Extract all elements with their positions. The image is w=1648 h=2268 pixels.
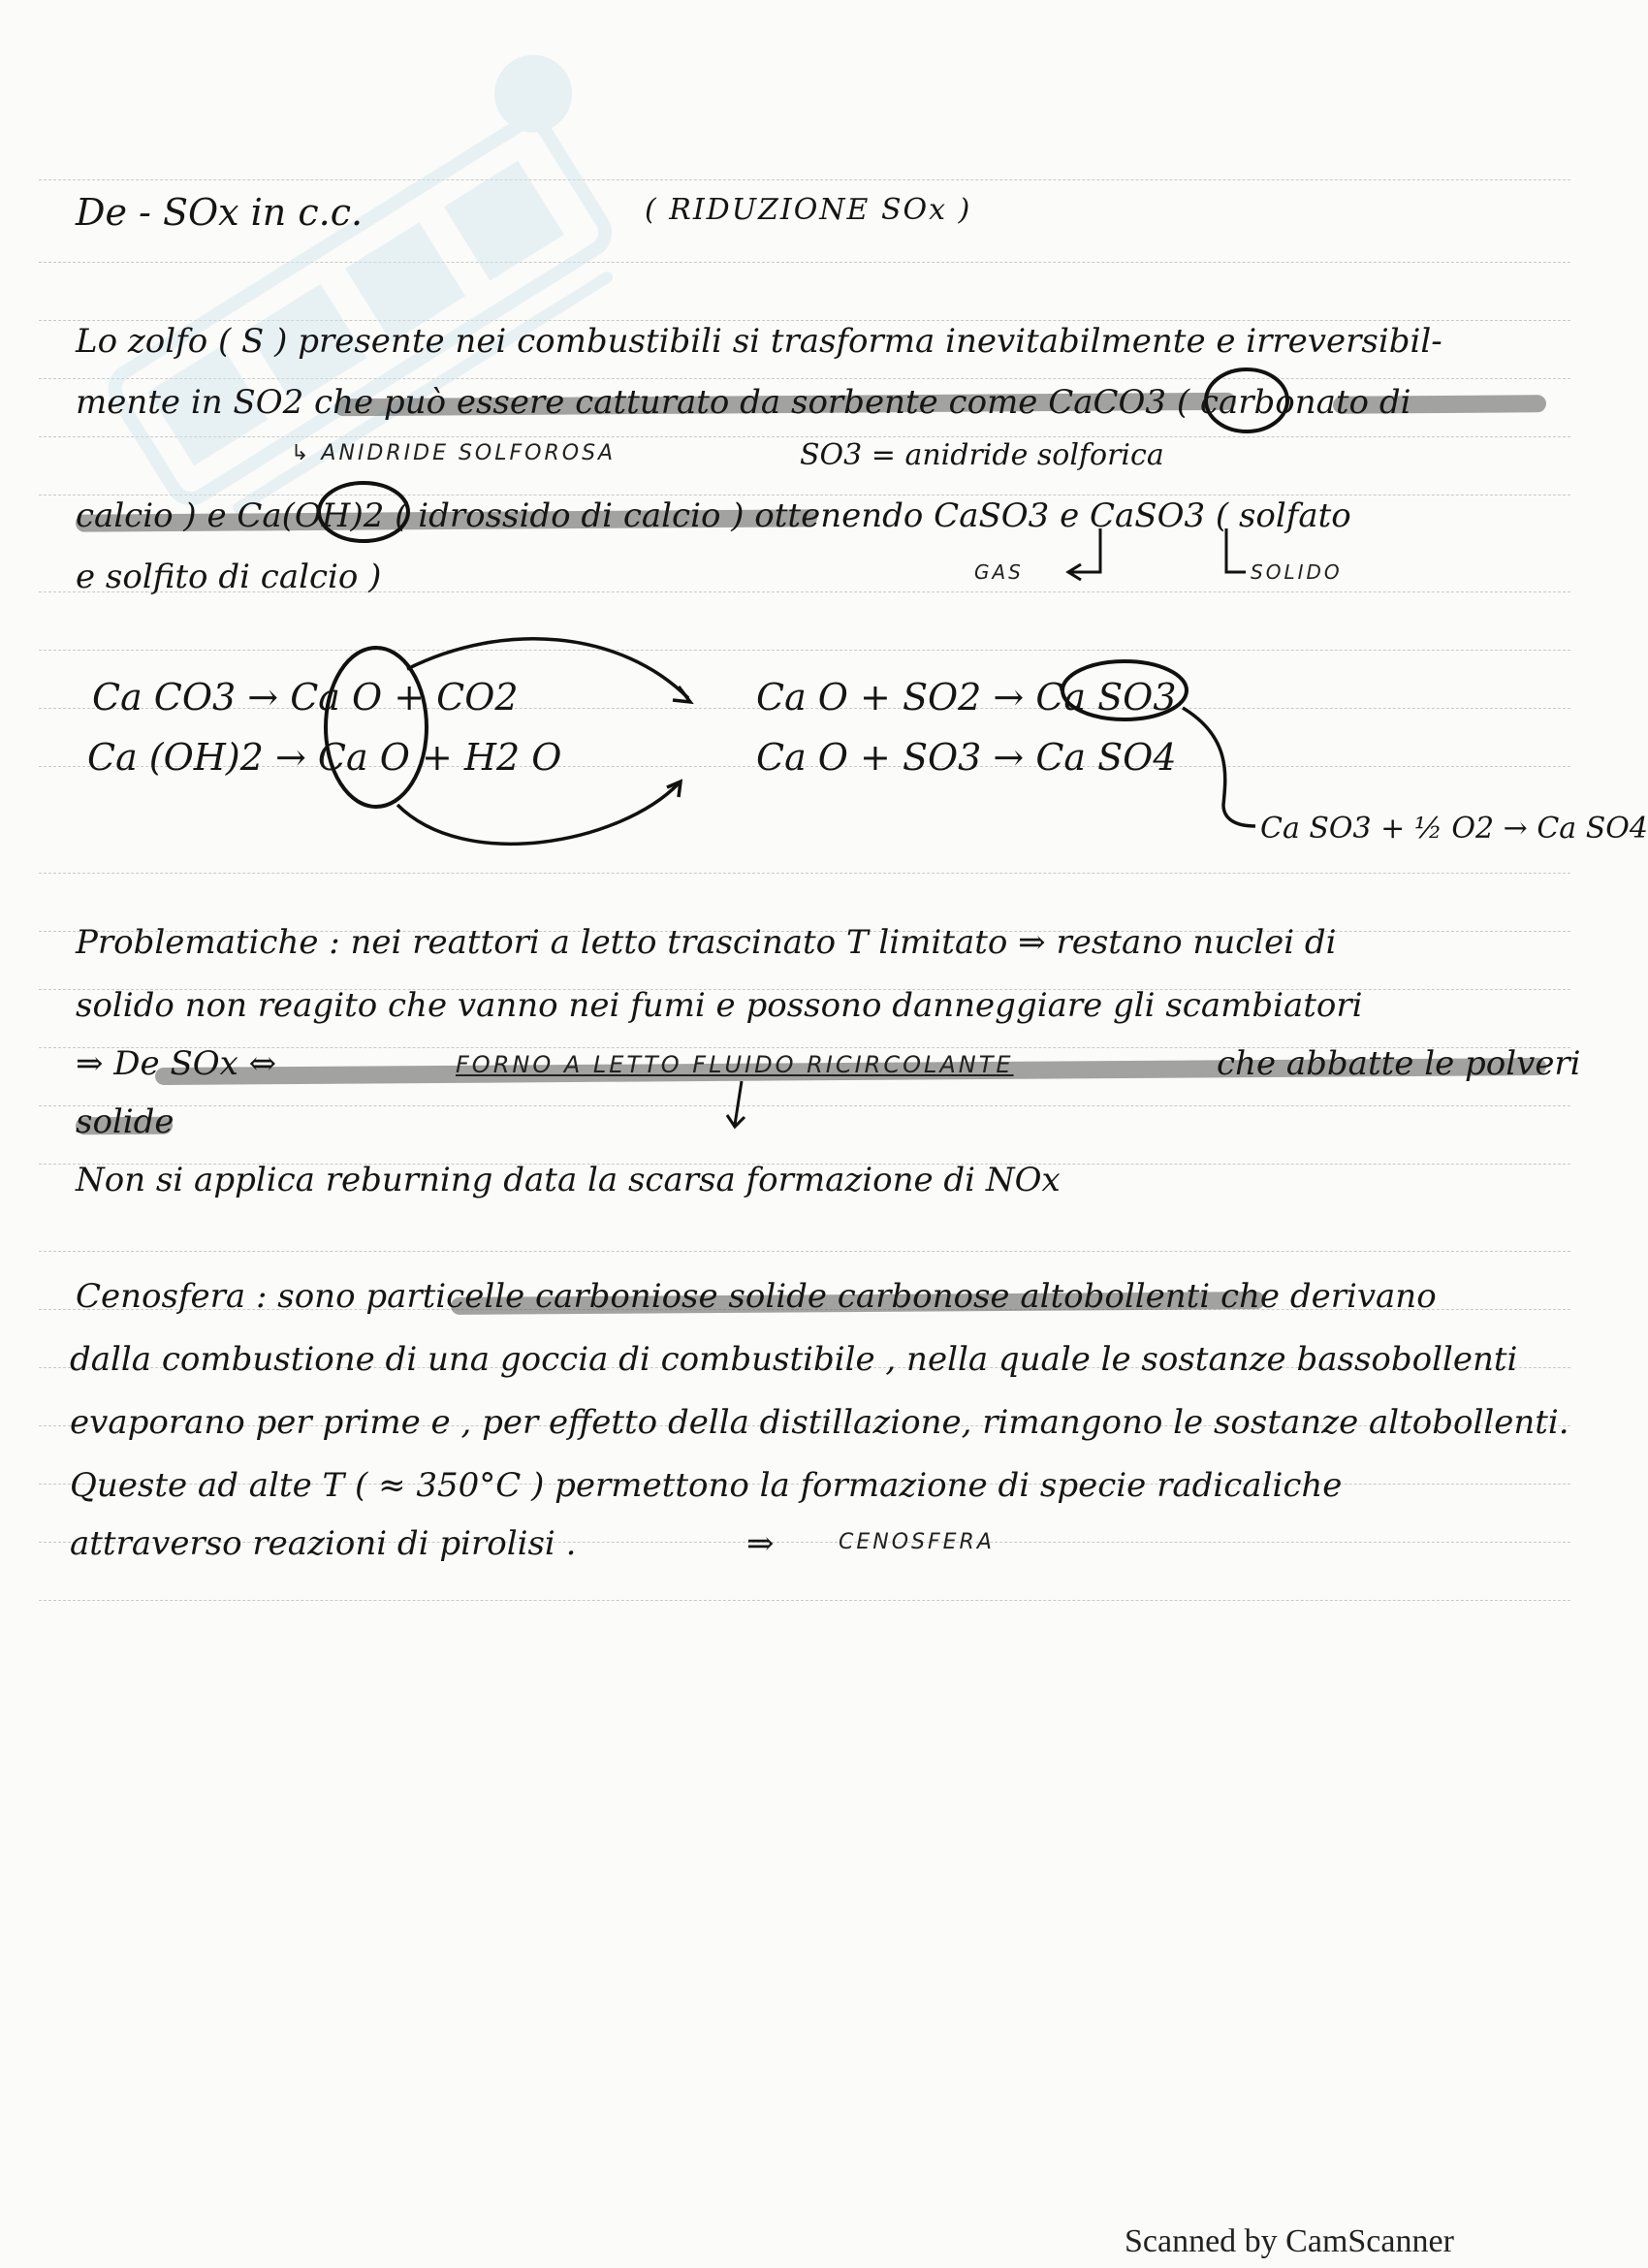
para1-line1: Lo zolfo ( S ) presente nei combustibili si trasforma inevitabilmente e irreversibil-	[76, 322, 1442, 361]
reaction-2-left: Ca (OH)2 → Ca O + H2 O	[87, 736, 562, 779]
para2-line4: solide	[76, 1102, 174, 1141]
reaction-2-right: Ca O + SO3 → Ca SO4	[756, 736, 1177, 779]
scanner-footer: Scanned by CamScanner	[1125, 2223, 1454, 2259]
para1-line2: mente in SO2 che può essere catturato da sorbente come CaCO3 ( carbonato di	[76, 383, 1411, 422]
para2-line3-post: che abbatte le polveri	[1217, 1044, 1581, 1083]
reaction-1-right: Ca O + SO2 → Ca SO3	[756, 676, 1177, 719]
note-anidride-solforica: SO3 = anidride solforica	[800, 438, 1164, 472]
note-anidride-solforosa: ↳ ANIDRIDE SOLFOROSA	[291, 441, 617, 465]
para3-line2: dalla combustione di una goccia di combustibile , nella quale le sostanze bassobollenti	[70, 1340, 1518, 1379]
title-left: De - SOx in c.c.	[76, 191, 364, 234]
arrow-implies: ⇒	[746, 1524, 775, 1563]
para3-line3: evaporano per prime e , per effetto della distillazione, rimangono le sostanze altobollenti.	[70, 1403, 1569, 1442]
para3-line1: Cenosfera : sono particelle carboniose solide carbonose altobollenti che derivano	[76, 1277, 1437, 1316]
para2-line1: Problematiche : nei reattori a letto trascinato T limitato ⇒ restano nuclei di	[76, 923, 1337, 962]
forno-letto-fluido: FORNO A LETTO FLUIDO RICIRCOLANTE	[456, 1051, 1014, 1078]
para2-line2: solido non reagito che vanno nei fumi e possono danneggiare gli scambiatori	[76, 986, 1363, 1025]
para3-line5: attraverso reazioni di pirolisi .	[70, 1524, 577, 1563]
para1-line4: e solfito di calcio )	[76, 558, 382, 596]
label-gas: GAS	[974, 560, 1024, 584]
label-cenosfera: CENOSFERA	[839, 1530, 995, 1554]
reaction-3: Ca SO3 + ½ O2 → Ca SO4	[1260, 812, 1648, 846]
reaction-1-left: Ca CO3 → Ca O + CO2	[92, 676, 519, 719]
para2-line5: Non si applica reburning data la scarsa formazione di NOx	[76, 1161, 1061, 1199]
para2-line3-pre: ⇒ De SOx ⇔	[76, 1044, 277, 1083]
label-solido: SOLIDO	[1251, 560, 1343, 584]
title-right: ( RIDUZIONE SOx )	[645, 193, 972, 227]
para1-line3: calcio ) e Ca(OH)2 ( idrossido di calcio ) ottenendo CaSO3 e CaSO3 ( solfato	[76, 496, 1351, 535]
para3-line4: Queste ad alte T ( ≈ 350°C ) permettono la formazione di specie radicaliche	[70, 1466, 1343, 1505]
